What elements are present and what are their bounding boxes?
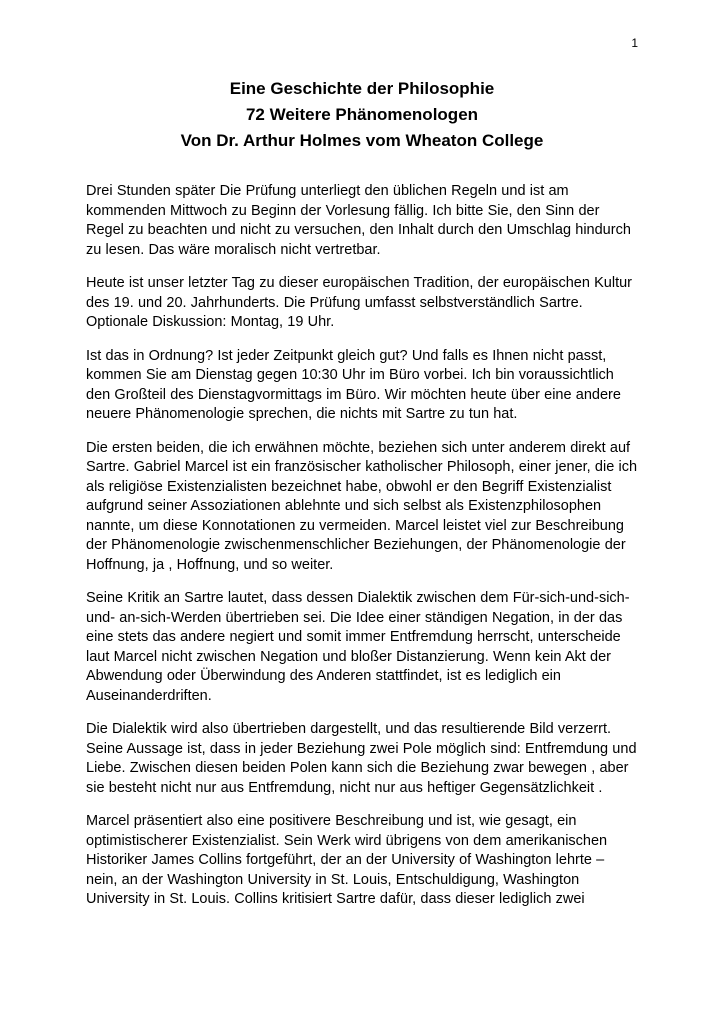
title-line-1: Eine Geschichte der Philosophie [229, 79, 495, 98]
paragraph-1: Drei Stunden später Die Prüfung unterliegt den üblichen Regeln und ist am kommenden Mittwoch zu Beginn der Vorlesung fällig. Ich bitte Sie, den Sinn der Regel zu beachten und nicht zu versuchen, den Inhalt durch den Umschlag hindurch zu lesen. Das wäre moralisch nicht vertretbar. [86, 183, 631, 258]
paragraph-2: Heute ist unser letzter Tag zu dieser europäischen Tradition, der europäischen Kultur des 19. und 20. Jahrhunderts. Die Prüfung umfasst selbstverständlich Sartre. Optionale Diskussion: Montag, 19 Uhr. [86, 275, 632, 330]
paragraph-3: Ist das in Ordnung? Ist jeder Zeitpunkt gleich gut? Und falls es Ihnen nicht passt, kommen Sie am Dienstag gegen 10:30 Uhr im Büro vorbei. Ich bin voraussichtlich den Großteil des Dienstagvormittags im Büro. Wir möchten heute über eine andere neuere Phänomenologie sprechen, die nichts mit Sartre zu tun hat. [86, 347, 621, 422]
document-body [86, 182, 638, 910]
paragraph-4: Die ersten beiden, die ich erwähnen möchte, beziehen sich unter anderem direkt auf Sartre. Gabriel Marcel ist ein französischer katholischer Philosoph, einer jener, die ich als religiöse Existenzialisten bezeichnet habe, obwohl er den Begriff Existenzialist aufgrund seiner Assoziationen ablehnte und sich selbst als Existenzphilosophen nannte, um diese Konnotationen zu vermeiden. Marcel leistet viel zur Beschreibung der Phänomenologie zwischenmenschlicher Beziehungen, der Phänomenologie der Hoffnung, ja , Hoffnung, und so weiter. [86, 439, 638, 573]
title-line-3: Von Dr. Arthur Holmes vom Wheaton College [180, 131, 544, 150]
title-line-2: 72 Weitere Phänomenologen [245, 105, 479, 124]
paragraph-6: Die Dialektik wird also übertrieben dargestellt, und das resultierende Bild verzerrt. Seine Aussage ist, dass in jeder Beziehung zwei Pole möglich sind: Entfremdung und Liebe. Zwischen diesen beiden Polen kann sich die Beziehung zwar bewegen , aber sie besteht nicht nur aus Entfremdung, nicht nur aus heftiger Gegensätzlichkeit . [86, 721, 637, 796]
page-number: 1 [631, 36, 638, 50]
document-title-block [86, 76, 638, 154]
paragraph-5: Seine Kritik an Sartre lautet, dass dessen Dialektik zwischen dem Für-sich-und-sich- und- an-sich-Werden übertrieben sei. Die Idee einer ständigen Negation, in der das eine stets das andere negiert und somit immer Entfremdung herrscht, unterscheide laut Marcel nicht zwischen Negation und bloßer Distanzierung. Wenn kein Akt der Abwendung oder Überwindung des Anderen stattfindet, ist es lediglich ein Auseinanderdriften. [86, 590, 630, 704]
paragraph-7: Marcel präsentiert also eine positivere Beschreibung und ist, wie gesagt, ein optimistischerer Existenzialist. Sein Werk wird übrigens von dem amerikanischen Historiker James Collins fortgeführt, der an der University of Washington lehrte – nein, an der Washington University in St. Louis, Entschuldigung, Washington University in St. Louis. Collins kritisiert Sartre dafür, dass dieser lediglich zwei [86, 813, 608, 907]
